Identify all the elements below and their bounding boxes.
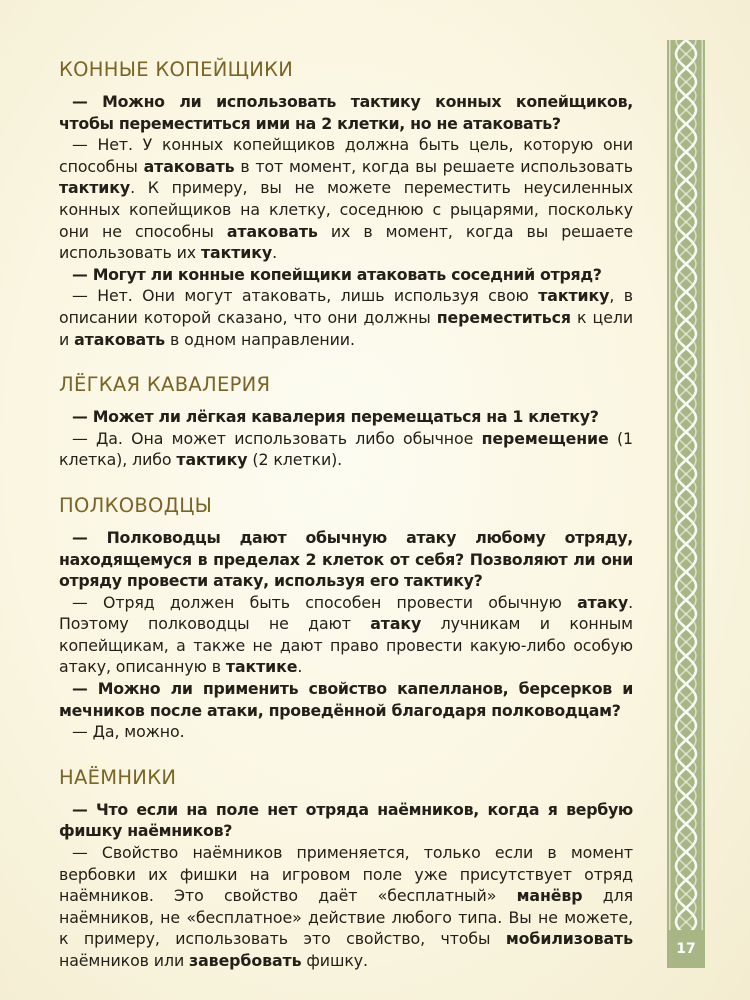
- faq-question: — Могут ли конные копейщики атаковать соседний отряд?: [72, 264, 602, 284]
- celtic-knot-border: [667, 40, 705, 968]
- section-light-cavalry: [59, 371, 633, 471]
- faq-answer: — Нет. Они могут атаковать, лишь используя свою тактику, в описании которой сказано, что они должны переместиться к цели и атаковать в одном направлении.: [59, 286, 633, 349]
- section-mercenaries: [59, 764, 633, 972]
- section-title: КОННЫЕ КОПЕЙЩИКИ: [59, 58, 294, 81]
- keyword: атаку: [370, 614, 422, 634]
- keyword: тактике: [225, 657, 298, 677]
- keyword: атаковать: [74, 329, 166, 349]
- faq-answer: — Да. Она может использовать либо обычное перемещение (1 клетка), либо тактику (2 клетки).: [59, 428, 634, 470]
- faq-question: — Полководцы дают обычную атаку любому отряду, находящемуся в пределах 2 клеток от себя? Позволяют ли они отряду провести атаку, используя его тактику?: [59, 527, 633, 591]
- rules-faq-content: [59, 56, 633, 993]
- faq-question: — Можно ли применить свойство капелланов, берсерков и мечников после атаки, проведённой благодаря полководцам?: [59, 679, 633, 720]
- section-body: [59, 406, 633, 471]
- section-title: ПОЛКОВОДЦЫ: [59, 493, 213, 517]
- keyword: тактику: [176, 450, 248, 470]
- faq-question: — Что если на поле нет отряда наёмников, когда я вербую фишку наёмников?: [59, 799, 633, 841]
- section-title: НАЁМНИКИ: [59, 765, 177, 789]
- faq-answer: — Да, можно.: [72, 722, 185, 742]
- faq-answer: — Свойство наёмников применяется, только если в момент вербовки их фишки на игровом поле уже присутствует отряд наёмников. Это свойство даёт «бесплатный» манёвр для наёмников, не «бесплатное» действие любого типа. Вы не можете, к примеру, использовать это свойство, чтобы мобилизовать наёмников или завербовать фишку.: [59, 843, 633, 970]
- faq-answer: — Нет. У конных копейщиков должна быть цель, которую они способны атаковать в тот момент, когда вы решаете использовать тактику. К примеру, вы не можете переместить неусиленных конных копейщиков на клетку, соседнюю с рыцарями, поскольку они не способны атаковать их в момент, когда вы решаете использовать их тактику.: [59, 135, 634, 263]
- keyword: переместиться: [436, 307, 571, 327]
- keyword: перемещение: [481, 428, 609, 448]
- keyword: атаку: [577, 592, 629, 612]
- knot-pattern-icon: [667, 40, 705, 940]
- keyword: манёвр: [516, 886, 583, 906]
- section-body: [59, 91, 633, 350]
- faq-answer: — Отряд должен быть способен провести обычную атаку. Поэтому полководцы не дают атаку лучникам и конным копейщикам, а также не дают право провести какую-либо особую атаку, описанную в тактике.: [59, 592, 633, 677]
- section-warlords: [59, 492, 633, 743]
- keyword: атаковать: [143, 156, 235, 176]
- faq-question: — Можно ли использовать тактику конных копейщиков, чтобы переместиться ими на 2 клетки, но не атаковать?: [59, 92, 633, 133]
- keyword: атаковать: [226, 221, 318, 241]
- keyword: мобилизовать: [505, 929, 633, 949]
- faq-question: — Может ли лёгкая кавалерия перемещаться на 1 клетку?: [72, 407, 599, 427]
- knot-edge-left: [669, 40, 671, 940]
- keyword: тактику: [538, 286, 610, 306]
- section-mounted-spearmen: [59, 56, 633, 350]
- keyword: тактику: [59, 178, 131, 198]
- section-body: [59, 527, 633, 743]
- knot-edge-right: [702, 40, 704, 940]
- keyword: завербовать: [189, 951, 302, 970]
- section-title: ЛЁГКАЯ КАВАЛЕРИЯ: [59, 373, 271, 397]
- keyword: тактику: [200, 243, 273, 263]
- section-body: [59, 799, 633, 972]
- page-number: 17: [667, 930, 705, 968]
